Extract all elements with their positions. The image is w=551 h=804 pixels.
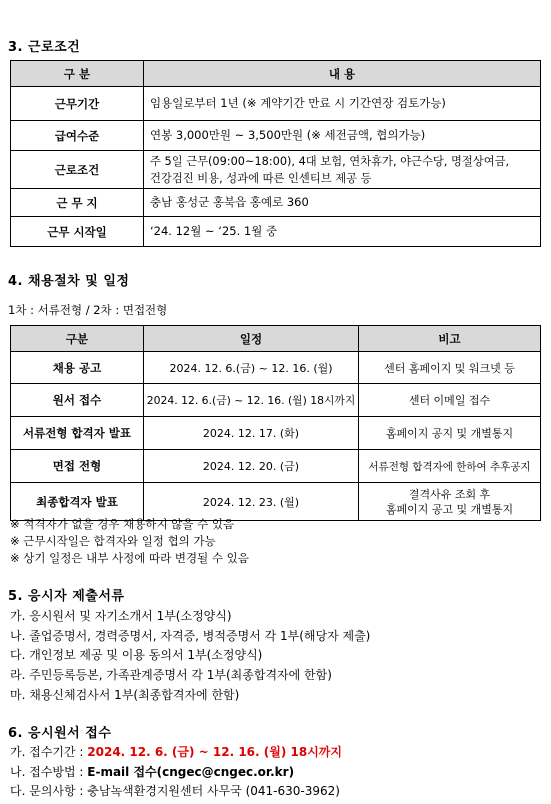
document-item: 나. 졸업증명서, 경력증명서, 자격증, 병적증명서 각 1부(해당자 제출) (10, 629, 371, 643)
section-5-title: 5. 응시자 제출서류 (8, 589, 125, 604)
period-value: 2024. 12. 6. (금) ~ 12. 16. (월) 18시까지 (87, 745, 342, 759)
method-label: 나. 접수방법 : (10, 765, 88, 779)
table-row (11, 384, 541, 417)
schedule-table (10, 325, 541, 521)
row-value: 충남 홍성군 홍북읍 홍예로 360 (144, 189, 541, 217)
row-note-line-2: 홈페이지 공고 및 개별통지 (385, 502, 514, 516)
contact-label: 다. 문의사항 : (10, 784, 88, 798)
row-label: 면접 전형 (11, 450, 144, 483)
table-row (11, 450, 541, 483)
row-note: 홈페이지 공지 및 개별통지 (359, 417, 541, 450)
row-label: 근무기간 (11, 87, 144, 121)
row-date: 2024. 12. 23. (월) (144, 483, 359, 521)
row-label: 근 무 지 (11, 189, 144, 217)
document-item: 마. 채용신체검사서 1부(최종합격자에 한함) (10, 688, 240, 702)
row-label: 급여수준 (11, 121, 144, 151)
document-item: 라. 주민등록등본, 가족관계증명서 각 1부(최종합격자에 한함) (10, 668, 332, 682)
table-row (11, 352, 541, 384)
header-remarks: 비고 (359, 326, 541, 352)
row-value-line-2: 건강검진 비용, 성과에 따른 인센티브 제공 등 (150, 171, 372, 185)
note-2: ※ 근무시작일은 합격자와 일정 협의 가능 (10, 534, 216, 548)
table-row (11, 417, 541, 450)
table-header-row (11, 326, 541, 352)
note-3: ※ 상기 일정은 내부 사정에 따라 변경될 수 있음 (10, 551, 249, 565)
contact-info (10, 782, 340, 799)
row-label: 근로조건 (11, 151, 144, 189)
row-label: 최종합격자 발표 (11, 483, 144, 521)
row-value (144, 151, 541, 189)
contact-value: 충남녹색환경지원센터 사무국 (041-630-3962) (87, 784, 340, 798)
period-label: 가. 접수기간 : (10, 745, 88, 759)
row-label: 서류전형 합격자 발표 (11, 417, 144, 450)
row-date: 2024. 12. 6.(금) ~ 12. 16. (월) (144, 352, 359, 384)
note-1: ※ 적격자가 없을 경우 채용하지 않을 수 있음 (10, 517, 235, 531)
table-row (11, 151, 541, 189)
document-item: 가. 응시원서 및 자기소개서 1부(소정양식) (10, 609, 232, 623)
application-method (10, 763, 294, 780)
header-schedule: 일정 (144, 326, 359, 352)
header-content: 내 용 (144, 61, 541, 87)
row-value: 연봉 3,000만원 ~ 3,500만원 (※ 세전금액, 협의가능) (144, 121, 541, 151)
row-note: 서류전형 합격자에 한하여 추후공지 (359, 450, 541, 483)
application-period (10, 743, 342, 760)
working-conditions-table (10, 60, 541, 247)
row-date: 2024. 12. 20. (금) (144, 450, 359, 483)
section-4-subtitle: 1차 : 서류전형 / 2차 : 면접전형 (8, 303, 168, 317)
row-value: ‘24. 12월 ~ ‘25. 1월 중 (144, 217, 541, 247)
table-row (11, 217, 541, 247)
row-note: 센터 홈페이지 및 워크넷 등 (359, 352, 541, 384)
row-note: 센터 이메일 접수 (359, 384, 541, 417)
header-category: 구 분 (11, 61, 144, 87)
row-value-line-1: 주 5일 근무(09:00~18:00), 4대 보험, 연차휴가, 야근수당, 명절상여금, (150, 154, 510, 168)
document-item: 다. 개인정보 제공 및 이용 동의서 1부(소정양식) (10, 648, 263, 662)
section-3-title: 3. 근로조건 (8, 40, 81, 55)
row-label: 채용 공고 (11, 352, 144, 384)
table-row (11, 87, 541, 121)
section-4-title: 4. 채용절차 및 일정 (8, 274, 130, 289)
row-date: 2024. 12. 17. (화) (144, 417, 359, 450)
table-row (11, 189, 541, 217)
method-value: E-mail 접수(cngec@cngec.or.kr) (87, 765, 295, 779)
row-note (359, 483, 541, 521)
table-row (11, 483, 541, 521)
header-category: 구분 (11, 326, 144, 352)
table-row (11, 121, 541, 151)
row-label: 근무 시작일 (11, 217, 144, 247)
row-value: 임용일로부터 1년 (※ 계약기간 만료 시 기간연장 검토가능) (144, 87, 541, 121)
table-header-row (11, 61, 541, 87)
row-date: 2024. 12. 6.(금) ~ 12. 16. (월) 18시까지 (144, 384, 359, 417)
row-note-line-1: 결격사유 조회 후 (408, 487, 491, 501)
row-label: 원서 접수 (11, 384, 144, 417)
section-6-title: 6. 응시원서 접수 (8, 726, 112, 741)
